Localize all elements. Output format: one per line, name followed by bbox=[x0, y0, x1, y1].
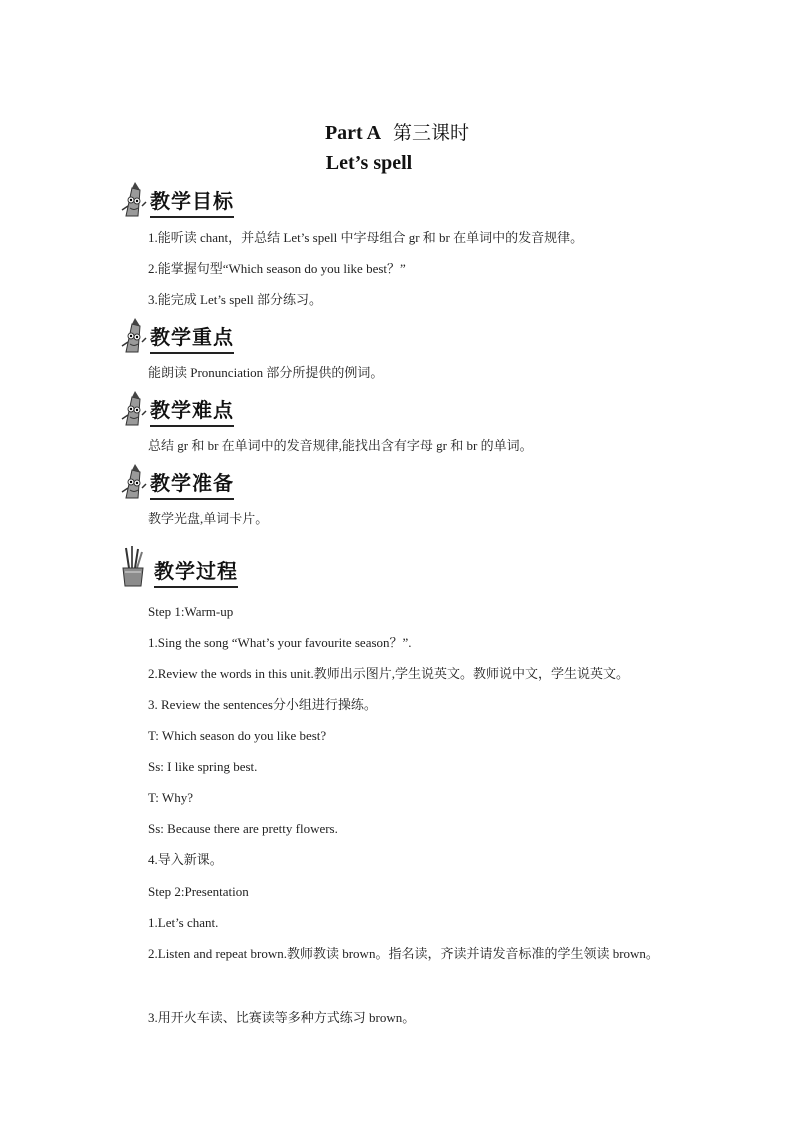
process-wrapped-paragraph: 2.Listen and repeat brown.教师教读 brown。指名读，齐读并请发音标准的学生领读 brown。 bbox=[148, 946, 659, 961]
process-line: Ss: I like spring best. bbox=[148, 759, 258, 774]
pencil-cup-icon bbox=[118, 546, 148, 588]
section-preparation-head bbox=[118, 464, 234, 500]
process-line: T: Why? bbox=[148, 790, 193, 805]
title-lesson: 第三课时 bbox=[393, 122, 470, 144]
process-line: T: Which season do you like best? bbox=[148, 728, 327, 743]
page-title bbox=[0, 118, 794, 145]
process-line: 1.Sing the song “What’s your favourite season？”. bbox=[148, 635, 412, 650]
section-preparation-title: 教学准备 bbox=[150, 470, 234, 500]
process-line: 3.用开火车读、比赛读等多种方式练习 brown。 bbox=[148, 1010, 416, 1025]
process-line: 4.导入新课。 bbox=[148, 852, 223, 867]
key-points-text: 能朗读 Pronunciation 部分所提供的例词。 bbox=[148, 365, 384, 380]
process-line: Step 1:Warm-up bbox=[148, 604, 234, 619]
section-objectives-title: 教学目标 bbox=[150, 188, 234, 218]
pencil-character-icon bbox=[118, 182, 148, 218]
objective-item: 3.能完成 Let’s spell 部分练习。 bbox=[148, 292, 323, 307]
process-line: 3. Review the sentences分小组进行操练。 bbox=[148, 697, 377, 712]
section-key-points-title: 教学重点 bbox=[150, 324, 234, 354]
process-line: Step 2:Presentation bbox=[148, 884, 249, 899]
process-line: Ss: Because there are pretty flowers. bbox=[148, 821, 338, 836]
preparation-text: 教学光盘,单词卡片。 bbox=[148, 511, 269, 526]
page-subtitle: Let’s spell bbox=[325, 152, 413, 174]
process-line: 1.Let’s chant. bbox=[148, 915, 219, 930]
section-process-head bbox=[118, 546, 238, 588]
objective-item: 1.能听读 chant，并总结 Let’s spell 中字母组合 gr 和 br 在单词中的发音规律。 bbox=[148, 230, 584, 245]
difficulties-text: 总结 gr 和 br 在单词中的发音规律,能找出含有字母 gr 和 br 的单词。 bbox=[148, 438, 533, 453]
pencil-character-icon bbox=[118, 464, 148, 500]
section-objectives-head bbox=[118, 182, 234, 218]
section-difficulties-head bbox=[118, 391, 234, 427]
process-line: 2.Review the words in this unit.教师出示图片,学生说英文。教师说中文，学生说英文。 bbox=[148, 666, 629, 681]
section-key-points-head bbox=[118, 318, 234, 354]
pencil-character-icon bbox=[118, 391, 148, 427]
title-part: Part A bbox=[324, 122, 382, 144]
section-process-title: 教学过程 bbox=[154, 558, 238, 588]
pencil-character-icon bbox=[118, 318, 148, 354]
section-difficulties-title: 教学难点 bbox=[150, 397, 234, 427]
objective-item: 2.能掌握句型“Which season do you like best？” bbox=[148, 261, 406, 276]
